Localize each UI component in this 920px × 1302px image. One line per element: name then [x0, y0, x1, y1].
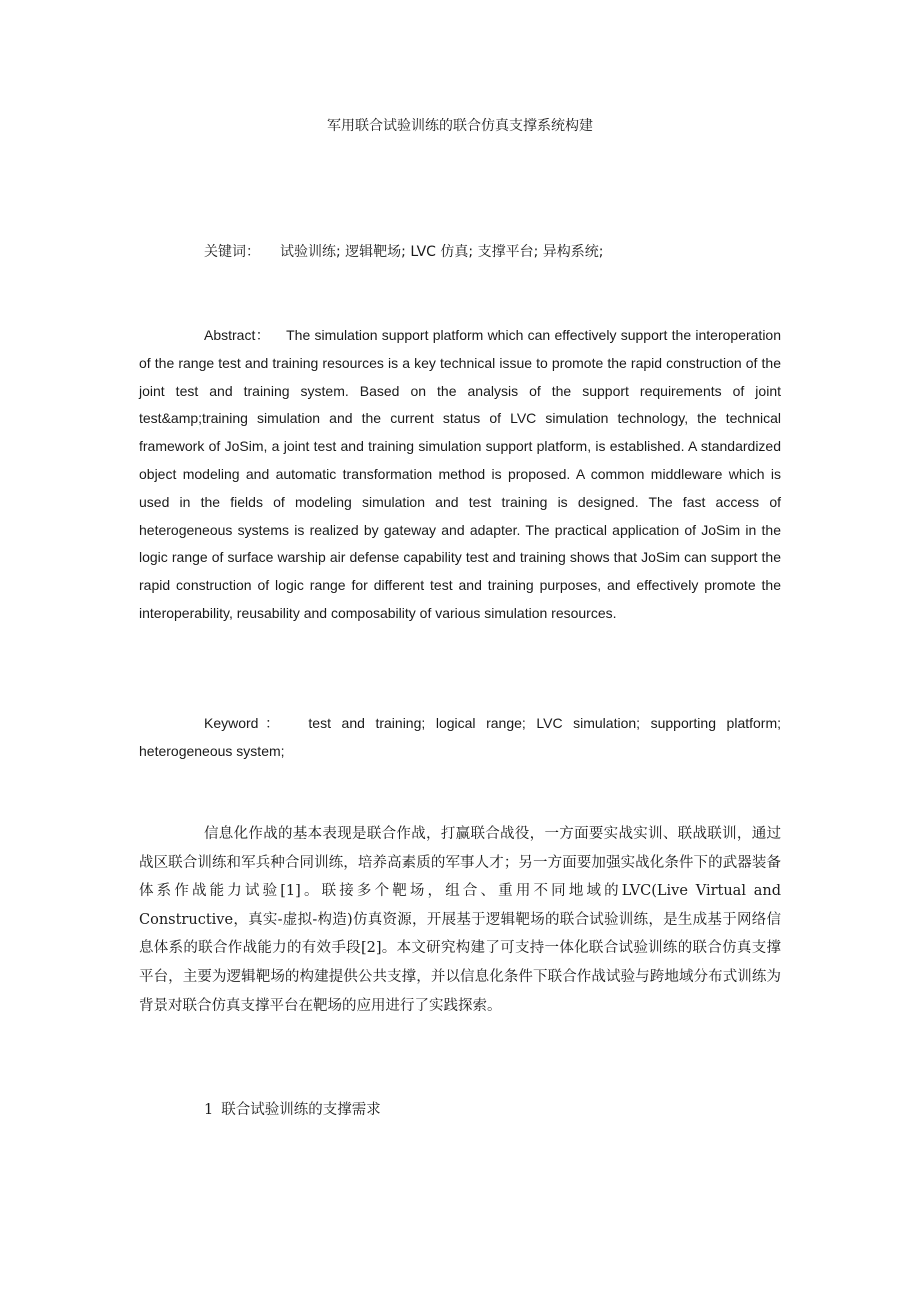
section-heading — [204, 1100, 381, 1120]
abstract-paragraph — [139, 322, 781, 628]
section-title: 联合试验训练的支撑需求 — [221, 1102, 381, 1118]
keyword-en-paragraph — [139, 710, 781, 766]
keyword-en-label: Keyword： — [204, 715, 286, 731]
intro-paragraph: 信息化作战的基本表现是联合作战，打赢联合战役，一方面要实战实训、联战联训，通过战区联合训练和军兵种合同训练，培养高素质的军事人才；另一方面要加强实战化条件下的武器装备体系作战能力试验[1]。联接多个靶场，组合、重用不同地域的LVC(Live Virtual and Constructive，真实-虚拟-构造)仿真资源，开展基于逻辑靶场的联合试验训练，是生成基于网络信息体系的联合作战能力的有效手段[2]。本文研究构建了可支持一体化联合试验训练的联合仿真支撑平台，主要为逻辑靶场的构建提供公共支撑，并以信息化条件下联合作战试验与跨地域分布式训练为背景对联合仿真支撑平台在靶场的应用进行了实践探索。 — [139, 826, 781, 1014]
keywords-cn — [204, 242, 603, 262]
keyword-en-text: test and training; logical range; LVC simulation; supporting platform; heterogeneous system; — [139, 715, 782, 759]
abstract-label: Abstract： — [204, 327, 271, 343]
keywords-cn-label: 关键词： — [204, 244, 260, 260]
document-title: 军用联合试验训练的联合仿真支撑系统构建 — [327, 118, 593, 134]
keywords-cn-text: 试验训练; 逻辑靶场; LVC 仿真; 支撑平台; 异构系统; — [280, 244, 604, 260]
abstract-text: The simulation support platform which can effectively support the interoperation of the range test and training resources is a key technical issue to promote the rapid construction of the joint test and training system. Based on the analysis of the support requirements of joint test&amp;training simulation and the current status of LVC simulation technology, the technical framework of JoSim, a joint test and training simulation support platform, is established. A standardized object modeling and automatic transformation method is proposed. A common middleware which is used in the fields of modeling simulation and test training is designed. The fast access of heterogeneous systems is realized by gateway and adapter. The practical application of JoSim in the logic range of surface warship air defense capability test and training shows that JoSim can support the rapid construction of logic range for different test and training purposes, and effectively promote the interoperability, reusability and composability of various simulation resources. — [139, 327, 781, 621]
section-number: 1 — [204, 1102, 214, 1118]
